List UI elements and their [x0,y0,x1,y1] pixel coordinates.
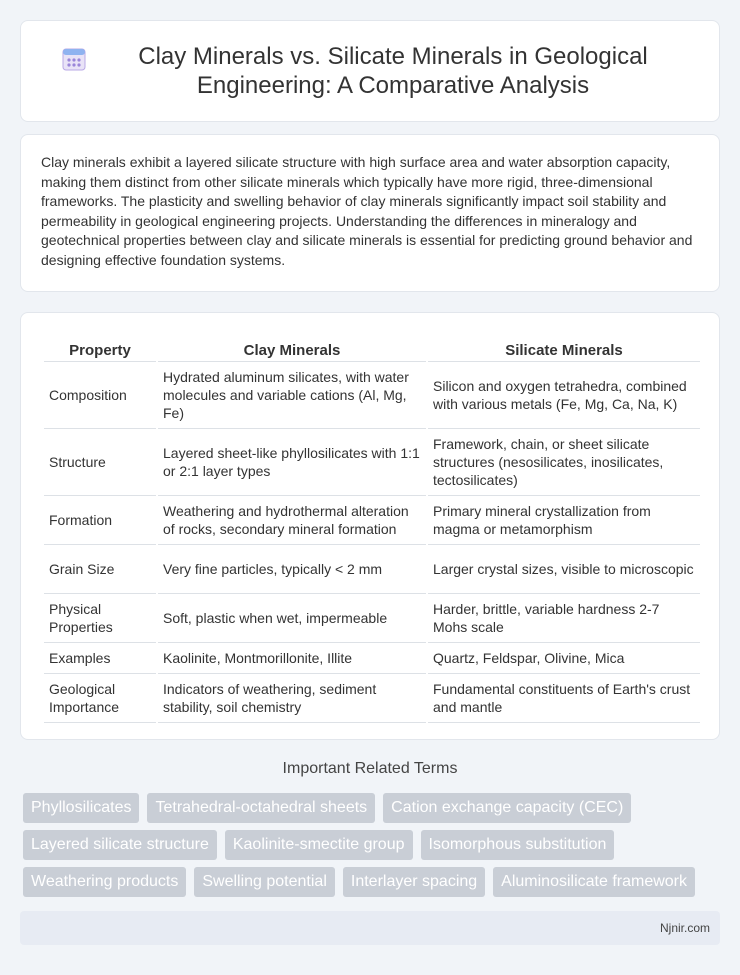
silicate-cell: Harder, brittle, variable hardness 2-7 Mohs scale [428,594,700,643]
clay-cell: Soft, plastic when wet, impermeable [158,594,426,643]
row-label: Structure [44,429,156,496]
header-silicate-minerals: Silicate Minerals [428,331,700,362]
silicate-cell: Framework, chain, or sheet silicate structures (nesosilicates, inosilicates, tectosilicates) [428,429,700,496]
comparison-table-card [20,312,720,740]
intro-paragraph: Clay minerals exhibit a layered silicate structure with high surface area and water absorption capacity, making them distinct from other silicate minerals which typically have more rigid, three-dimensional frameworks. The plasticity and swelling behavior of clay minerals significantly impact soil stability and permeability in geological engineering projects. Understanding the differences in mineralogy and geotechnical properties between clay and silicate minerals is essential for predicting ground behavior and designing effective foundation systems. [41,154,693,268]
term-tag[interactable]: Interlayer spacing [343,867,485,897]
clay-cell: Weathering and hydrothermal alteration of rocks, secondary mineral formation [158,496,426,545]
table-row [44,674,700,723]
related-terms-heading: Important Related Terms [282,760,458,777]
footer-site-link[interactable]: Njnir.com [659,921,710,935]
header-property: Property [44,331,156,362]
comparison-table [42,331,702,723]
calendar-grid-icon [61,46,87,72]
clay-cell: Hydrated aluminum silicates, with water molecules and variable cations (Al, Mg, Fe) [158,362,426,429]
row-label: Geological Importance [44,674,156,723]
clay-cell: Indicators of weathering, sediment stability, soil chemistry [158,674,426,723]
clay-cell: Layered sheet-like phyllosilicates with 1:1 or 2:1 layer types [158,429,426,496]
silicate-cell: Primary mineral crystallization from magma or metamorphism [428,496,700,545]
table-row [44,545,700,594]
footer [20,911,720,945]
page-title: Clay Minerals vs. Silicate Minerals in Geological Engineering: A Comparative Analysis [138,43,648,99]
row-label: Composition [44,362,156,429]
silicate-cell: Quartz, Feldspar, Olivine, Mica [428,643,700,674]
row-label: Formation [44,496,156,545]
term-tag[interactable]: Phyllosilicates [23,793,139,823]
term-tag[interactable]: Isomorphous substitution [421,830,615,860]
row-label: Examples [44,643,156,674]
silicate-cell: Larger crystal sizes, visible to microscopic [428,545,700,594]
table-row [44,429,700,496]
title-card [20,20,720,122]
header-clay-minerals: Clay Minerals [158,331,426,362]
table-row [44,496,700,545]
table-header-row [44,331,700,362]
row-label: Grain Size [44,545,156,594]
clay-cell: Kaolinite, Montmorillonite, Illite [158,643,426,674]
clay-cell: Very fine particles, typically < 2 mm [158,545,426,594]
table-row [44,643,700,674]
term-tag[interactable]: Weathering products [23,867,186,897]
term-tag[interactable]: Cation exchange capacity (CEC) [383,793,631,823]
table-row [44,362,700,429]
related-terms-list [23,793,723,904]
title-wrap [61,42,679,100]
silicate-cell: Fundamental constituents of Earth's crust and mantle [428,674,700,723]
table-row [44,594,700,643]
intro-card [20,134,720,292]
row-label: Physical Properties [44,594,156,643]
silicate-cell: Silicon and oxygen tetrahedra, combined with various metals (Fe, Mg, Ca, Na, K) [428,362,700,429]
term-tag[interactable]: Aluminosilicate framework [493,867,695,897]
term-tag[interactable]: Kaolinite-smectite group [225,830,413,860]
term-tag[interactable]: Swelling potential [194,867,335,897]
term-tag[interactable]: Tetrahedral-octahedral sheets [147,793,375,823]
term-tag[interactable]: Layered silicate structure [23,830,217,860]
